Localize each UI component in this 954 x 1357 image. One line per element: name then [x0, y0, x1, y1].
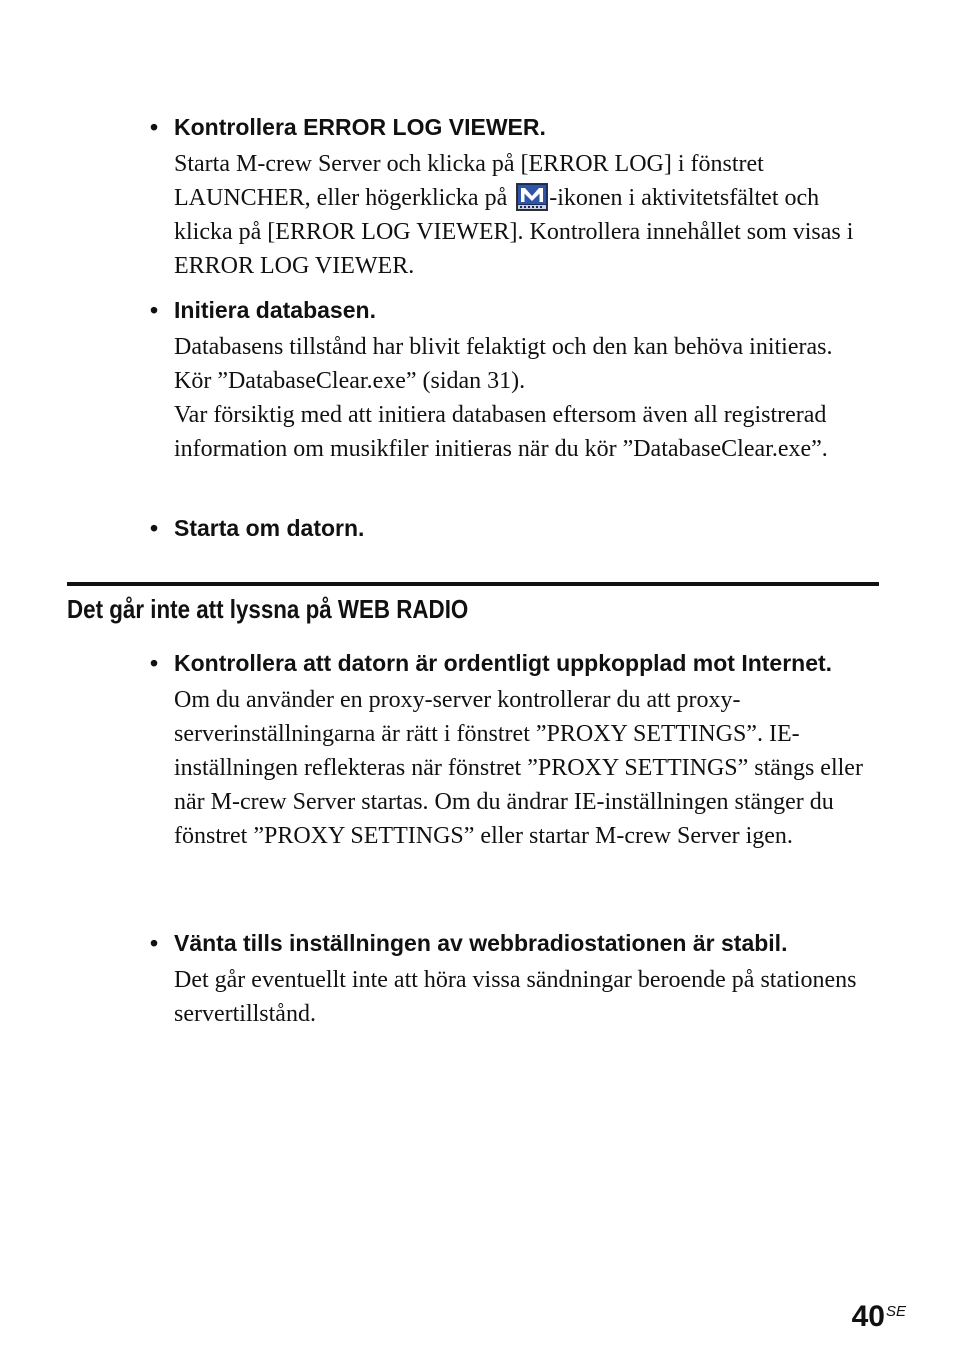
bullet: • [150, 930, 159, 956]
body-text-after-icon: -ikonen i aktivitetsfältet och klicka på [ERROR LOG VIEWER]. Kontrollera innehållet som visas i ERROR LOG VIEWER. [174, 185, 854, 279]
body-text-before-icon: Starta M-crew Server och klicka på [ERROR LOG] i fönstret LAUNCHER, eller högerklicka på [174, 151, 764, 211]
troubleshoot-item-internet [150, 646, 870, 853]
bullet: • [150, 515, 159, 541]
troubleshoot-item-restart [150, 511, 870, 545]
item-heading [150, 110, 870, 144]
heading-text: Kontrollera ERROR LOG VIEWER. [174, 114, 546, 140]
section-divider [67, 582, 879, 586]
troubleshoot-item-webradio-station [150, 926, 870, 1031]
page-number [852, 1300, 906, 1334]
body-paragraph: Databasens tillstånd har blivit felaktigt och den kan behöva initieras. Kör ”DatabaseClear.exe” (sidan 31). [174, 334, 833, 394]
page-language-suffix: SE [885, 1303, 906, 1320]
item-heading [150, 293, 870, 327]
section-title: Det går inte att lyssna på WEB RADIO [67, 594, 469, 624]
troubleshoot-item-init-database [150, 293, 870, 466]
bullet: • [150, 650, 159, 676]
item-body: Det går eventuellt inte att höra vissa sändningar beroende på stationens servertillstånd. [174, 967, 857, 1027]
heading-text: Vänta tills inställningen av webbradiostationen är stabil. [174, 930, 788, 956]
heading-text: Initiera databasen. [174, 297, 376, 323]
item-body [174, 330, 870, 466]
item-heading [150, 926, 870, 960]
troubleshoot-item-error-log [150, 110, 870, 283]
heading-text: Starta om datorn. [174, 515, 365, 541]
heading-text: Kontrollera att datorn är ordentligt uppkopplad mot Internet. [174, 650, 833, 676]
body-paragraph: Var försiktig med att initiera databasen eftersom även all registrerad information om musikfiler initieras när du kör ”DatabaseClear.exe”. [174, 402, 828, 462]
m-crew-server-icon [516, 183, 548, 211]
bullet: • [150, 297, 159, 323]
item-body [174, 147, 870, 283]
item-body: Om du använder en proxy-server kontrollerar du att proxy-serverinställningarna är rätt i fönstret ”PROXY SETTINGS”. IE-inställningen reflekteras när fönstret ”PROXY SETTINGS” stängs eller när M-crew Server startas. Om du ändrar IE-inställningen stänger du fönstret ”PROXY SETTINGS” eller startar M-crew Server igen. [174, 687, 863, 849]
item-heading [150, 646, 870, 680]
bullet: • [150, 114, 159, 140]
item-heading [150, 511, 870, 545]
page-number-value: 40 [851, 1300, 885, 1333]
